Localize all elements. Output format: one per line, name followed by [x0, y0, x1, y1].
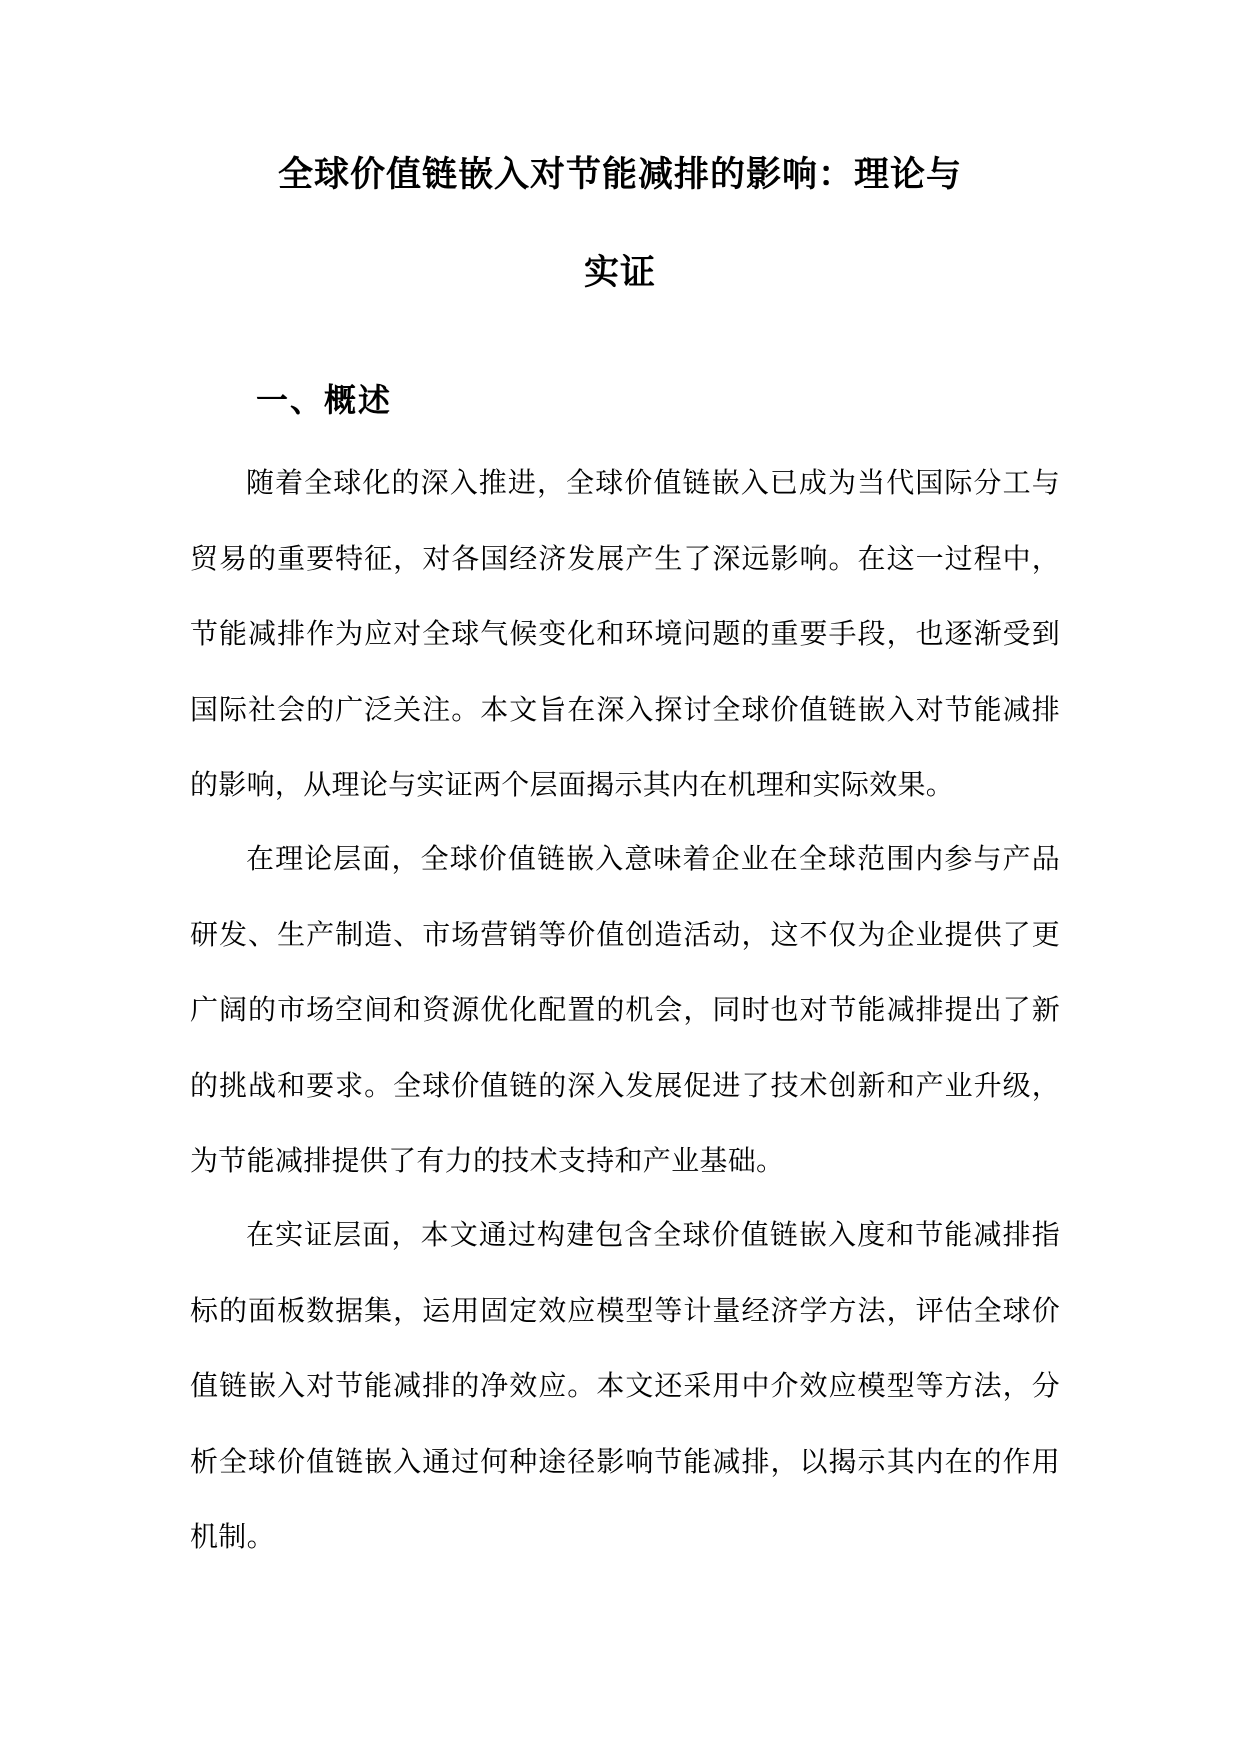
document-title-line-1: 全球价值链嵌入对节能减排的影响：理论与	[277, 154, 962, 195]
document-title-line-2: 实证	[583, 252, 656, 293]
body-paragraph-2: 在理论层面，全球价值链嵌入意味着企业在全球范围内参与产品研发、生产制造、市场营销等价值创造活动，这不仅为企业提供了更广阔的市场空间和资源优化配置的机会，同时也对节能减排提出了新的挑战和要求。全球价值链的深入发展促进了技术创新和产业升级，为节能减排提供了有力的技术支持和产业基础。	[190, 842, 1060, 1177]
body-paragraph-1: 随着全球化的深入推进，全球价值链嵌入已成为当代国际分工与贸易的重要特征，对各国经济发展产生了深远影响。在这一过程中，节能减排作为应对全球气候变化和环境问题的重要手段，也逐渐受到国际社会的广泛关注。本文旨在深入探讨全球价值链嵌入对节能减排的影响，从理论与实证两个层面揭示其内在机理和实际效果。	[190, 466, 1060, 801]
section-heading: 一、概述	[256, 381, 393, 419]
body-paragraph-3: 在实证层面，本文通过构建包含全球价值链嵌入度和节能减排指标的面板数据集，运用固定效应模型等计量经济学方法，评估全球价值链嵌入对节能减排的净效应。本文还采用中介效应模型等方法，分析全球价值链嵌入通过何种途径影响节能减排，以揭示其内在的作用机制。	[190, 1218, 1060, 1553]
